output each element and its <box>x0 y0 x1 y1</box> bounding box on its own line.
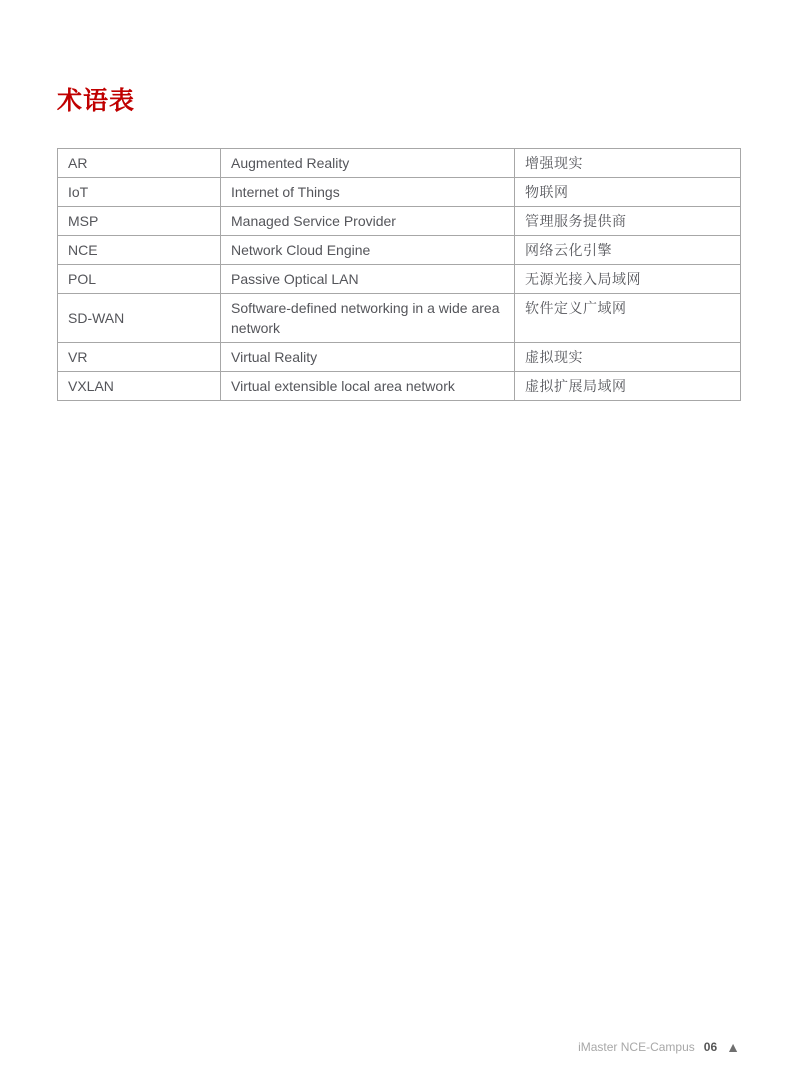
table-row <box>58 343 741 372</box>
cell-abbreviation: VXLAN <box>58 372 221 401</box>
cell-english-term: Network Cloud Engine <box>221 236 515 265</box>
cell-chinese-term: 管理服务提供商 <box>515 207 741 236</box>
cell-english-term: Internet of Things <box>221 178 515 207</box>
table-row <box>58 265 741 294</box>
page-title: 术语表 <box>57 87 136 115</box>
cell-chinese-term: 无源光接入局域网 <box>515 265 741 294</box>
cell-abbreviation: SD-WAN <box>58 294 221 343</box>
cell-chinese-term: 物联网 <box>515 178 741 207</box>
glossary-table-body <box>58 149 741 401</box>
cell-abbreviation: POL <box>58 265 221 294</box>
table-row <box>58 372 741 401</box>
cell-english-term: Virtual Reality <box>221 343 515 372</box>
cell-chinese-term: 虚拟扩展局域网 <box>515 372 741 401</box>
cell-abbreviation: MSP <box>58 207 221 236</box>
cell-english-term: Software-defined networking in a wide area network <box>221 294 515 343</box>
cell-english-term: Augmented Reality <box>221 149 515 178</box>
cell-abbreviation: AR <box>58 149 221 178</box>
cell-english-term: Managed Service Provider <box>221 207 515 236</box>
table-row <box>58 294 741 343</box>
table-row <box>58 178 741 207</box>
cell-abbreviation: IoT <box>58 178 221 207</box>
back-to-top-icon: ▲ <box>726 1039 740 1055</box>
page-footer <box>578 1040 740 1054</box>
table-row <box>58 207 741 236</box>
glossary-table <box>57 148 741 401</box>
cell-english-term: Virtual extensible local area network <box>221 372 515 401</box>
footer-page-number: 06 <box>703 1040 718 1054</box>
cell-chinese-term: 虚拟现实 <box>515 343 741 372</box>
cell-chinese-term: 软件定义广域网 <box>515 294 741 343</box>
footer-product-name: iMaster NCE-Campus <box>578 1040 695 1054</box>
cell-chinese-term: 网络云化引擎 <box>515 236 741 265</box>
table-row <box>58 236 741 265</box>
cell-english-term: Passive Optical LAN <box>221 265 515 294</box>
table-row <box>58 149 741 178</box>
cell-chinese-term: 增强现实 <box>515 149 741 178</box>
cell-abbreviation: VR <box>58 343 221 372</box>
cell-abbreviation: NCE <box>58 236 221 265</box>
